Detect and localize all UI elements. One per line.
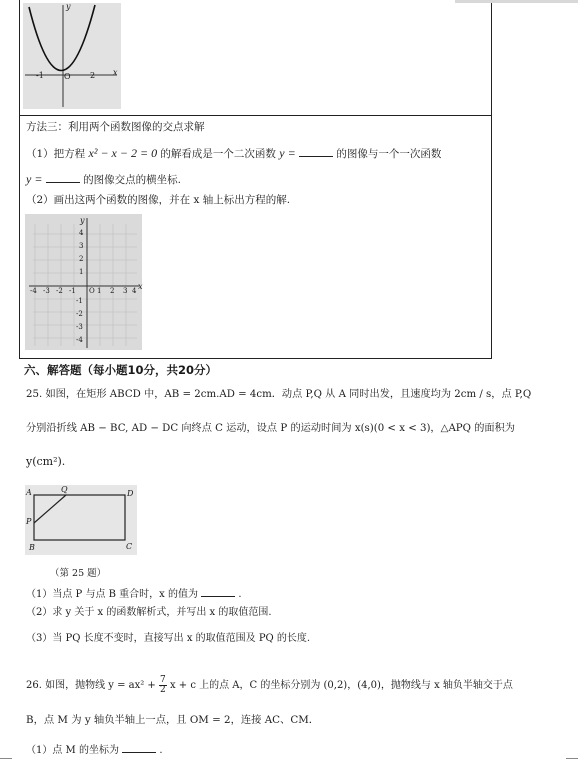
top-graph-origin: O bbox=[64, 72, 71, 81]
grid-ytick-neg3: -3 bbox=[76, 323, 83, 331]
q25-line1: 25. 如图，在矩形 ABCD 中，AB = 2cm.AD = 4cm．动点 P,Q 从 A 同时出发，且速度均为 2cm / s，点 P,Q bbox=[26, 389, 532, 400]
page-edge-mark bbox=[455, 0, 578, 3]
bottom-left-crop-mark bbox=[0, 758, 12, 759]
q26-sub1-end: . bbox=[159, 745, 163, 756]
q26-sub1 bbox=[26, 742, 163, 758]
q25-sub2: （2）求 y 关于 x 的函数解析式，并写出 x 的取值范围. bbox=[26, 607, 272, 618]
grid-xtick-4: 4 bbox=[132, 287, 137, 295]
q26-line2: B，点 M 为 y 轴负半轴上一点，且 OM = 2，连接 AC、CM． bbox=[26, 714, 320, 726]
grid-ytick-1: 1 bbox=[79, 268, 84, 276]
q26-line1 bbox=[26, 676, 513, 695]
grid-ytick-2: 2 bbox=[79, 255, 84, 263]
q26-fraction bbox=[159, 676, 167, 695]
method3-q1-line1 bbox=[26, 146, 441, 161]
grid-xtick-3: 3 bbox=[123, 287, 128, 295]
section6-heading: 六、解答题（每小题10分，共20分） bbox=[24, 363, 218, 377]
method3-q1-line2-y-eq: y = bbox=[26, 172, 43, 186]
method3-q1-blank-linear[interactable] bbox=[46, 172, 80, 183]
q25-sub1-end: . bbox=[238, 589, 242, 600]
parabola-figure bbox=[23, 3, 121, 109]
grid-xtick-neg4: -4 bbox=[30, 287, 37, 295]
method3-q1-mid: 的解看成是一个二次函数 bbox=[160, 148, 276, 160]
method3-q1-y-eq: y = bbox=[279, 146, 296, 160]
grid-origin: O bbox=[89, 287, 95, 295]
q26-frac-den: 2 bbox=[160, 685, 166, 695]
grid-ytick-neg1: -1 bbox=[76, 297, 83, 305]
grid-xtick-2: 2 bbox=[110, 287, 115, 295]
fig25-label-p: P bbox=[26, 517, 32, 526]
method3-q1-prefix: （1）把方程 bbox=[26, 148, 86, 160]
fig25-label-b: B bbox=[29, 543, 35, 552]
q25-sub3: （3）当 PQ 长度不变时，直接写出 x 的取值范围及 PQ 的长度. bbox=[26, 633, 311, 644]
top-graph-x-letter: x bbox=[113, 68, 118, 77]
grid-ytick-neg4: -4 bbox=[76, 336, 83, 344]
grid-graph-svg bbox=[25, 214, 142, 350]
grid-xtick-neg3: -3 bbox=[43, 287, 50, 295]
fig25-label-q: Q bbox=[61, 485, 68, 494]
q25-line3: y(cm²). bbox=[26, 455, 66, 468]
grid-xtick-neg2: -2 bbox=[56, 287, 63, 295]
grid-ytick-4: 4 bbox=[79, 229, 84, 237]
q26-frac-num: 7 bbox=[160, 675, 166, 685]
q26-sub1-text: （1）点 M 的坐标为 bbox=[26, 745, 119, 756]
method3-q1-blank-quadratic[interactable] bbox=[299, 146, 333, 157]
top-graph-tick-neg1: -1 bbox=[36, 71, 44, 80]
grid-figure bbox=[25, 214, 142, 350]
q26-line1-a: 26. 如图，抛物线 y = ax² + bbox=[26, 680, 156, 691]
q25-line2: 分别沿折线 AB − BC, AD − DC 向终点 C 运动，设点 P 的运动时间为 x(s)(0 < x < 3)，△APQ 的面积为 bbox=[26, 423, 515, 434]
q26-sub1-blank[interactable] bbox=[122, 742, 156, 753]
method3-q1-line2 bbox=[26, 172, 181, 187]
bottom-right-crop-mark bbox=[566, 758, 578, 759]
grid-ytick-3: 3 bbox=[79, 242, 84, 250]
table-border-right bbox=[491, 0, 492, 359]
method3-q1-equation: x² − x − 2 = 0 bbox=[88, 146, 158, 160]
rectangle-abcd bbox=[34, 495, 125, 540]
q26-line1-b: x + c 上的点 A，C 的坐标分别为 (0,2)，(4,0)，抛物线与 x 轴负半轴交于点 bbox=[169, 680, 513, 691]
segment-pq bbox=[34, 495, 66, 523]
table-row-divider bbox=[19, 115, 492, 116]
q25-sub1-blank[interactable] bbox=[201, 586, 235, 597]
method3-q2: （2）画出这两个函数的图像，并在 x 轴上标出方程的解. bbox=[26, 194, 291, 206]
table-border-bottom bbox=[19, 358, 492, 359]
parabola-curve bbox=[29, 5, 95, 71]
grid-ytick-neg2: -2 bbox=[76, 310, 83, 318]
fig25-label-d: D bbox=[127, 489, 134, 498]
method3-title: 方法三：利用两个函数图像的交点求解 bbox=[26, 121, 205, 133]
grid-x-letter: x bbox=[138, 282, 143, 291]
grid-xtick-neg1: -1 bbox=[69, 287, 76, 295]
fig25-label-a: A bbox=[26, 488, 32, 497]
top-graph-y-letter: y bbox=[66, 2, 71, 11]
parabola-graph-svg bbox=[23, 3, 121, 109]
q25-sub1 bbox=[26, 586, 242, 602]
method3-q1-line2-suffix: 的图像交点的横坐标. bbox=[83, 174, 181, 186]
q25-sub1-text: （1）当点 P 与点 B 重合时，x 的值为 bbox=[26, 589, 198, 600]
rectangle-figure-svg bbox=[25, 485, 137, 555]
rectangle-figure bbox=[25, 485, 137, 555]
grid-xtick-1: 1 bbox=[97, 287, 102, 295]
top-graph-tick-2: 2 bbox=[90, 71, 96, 80]
grid-y-letter: y bbox=[80, 216, 85, 225]
fig25-label-c: C bbox=[126, 542, 133, 551]
table-border-left bbox=[19, 0, 20, 359]
q25-caption: （第 25 题） bbox=[50, 568, 107, 579]
method3-q1-suffix: 的图像与一个一次函数 bbox=[336, 148, 442, 160]
